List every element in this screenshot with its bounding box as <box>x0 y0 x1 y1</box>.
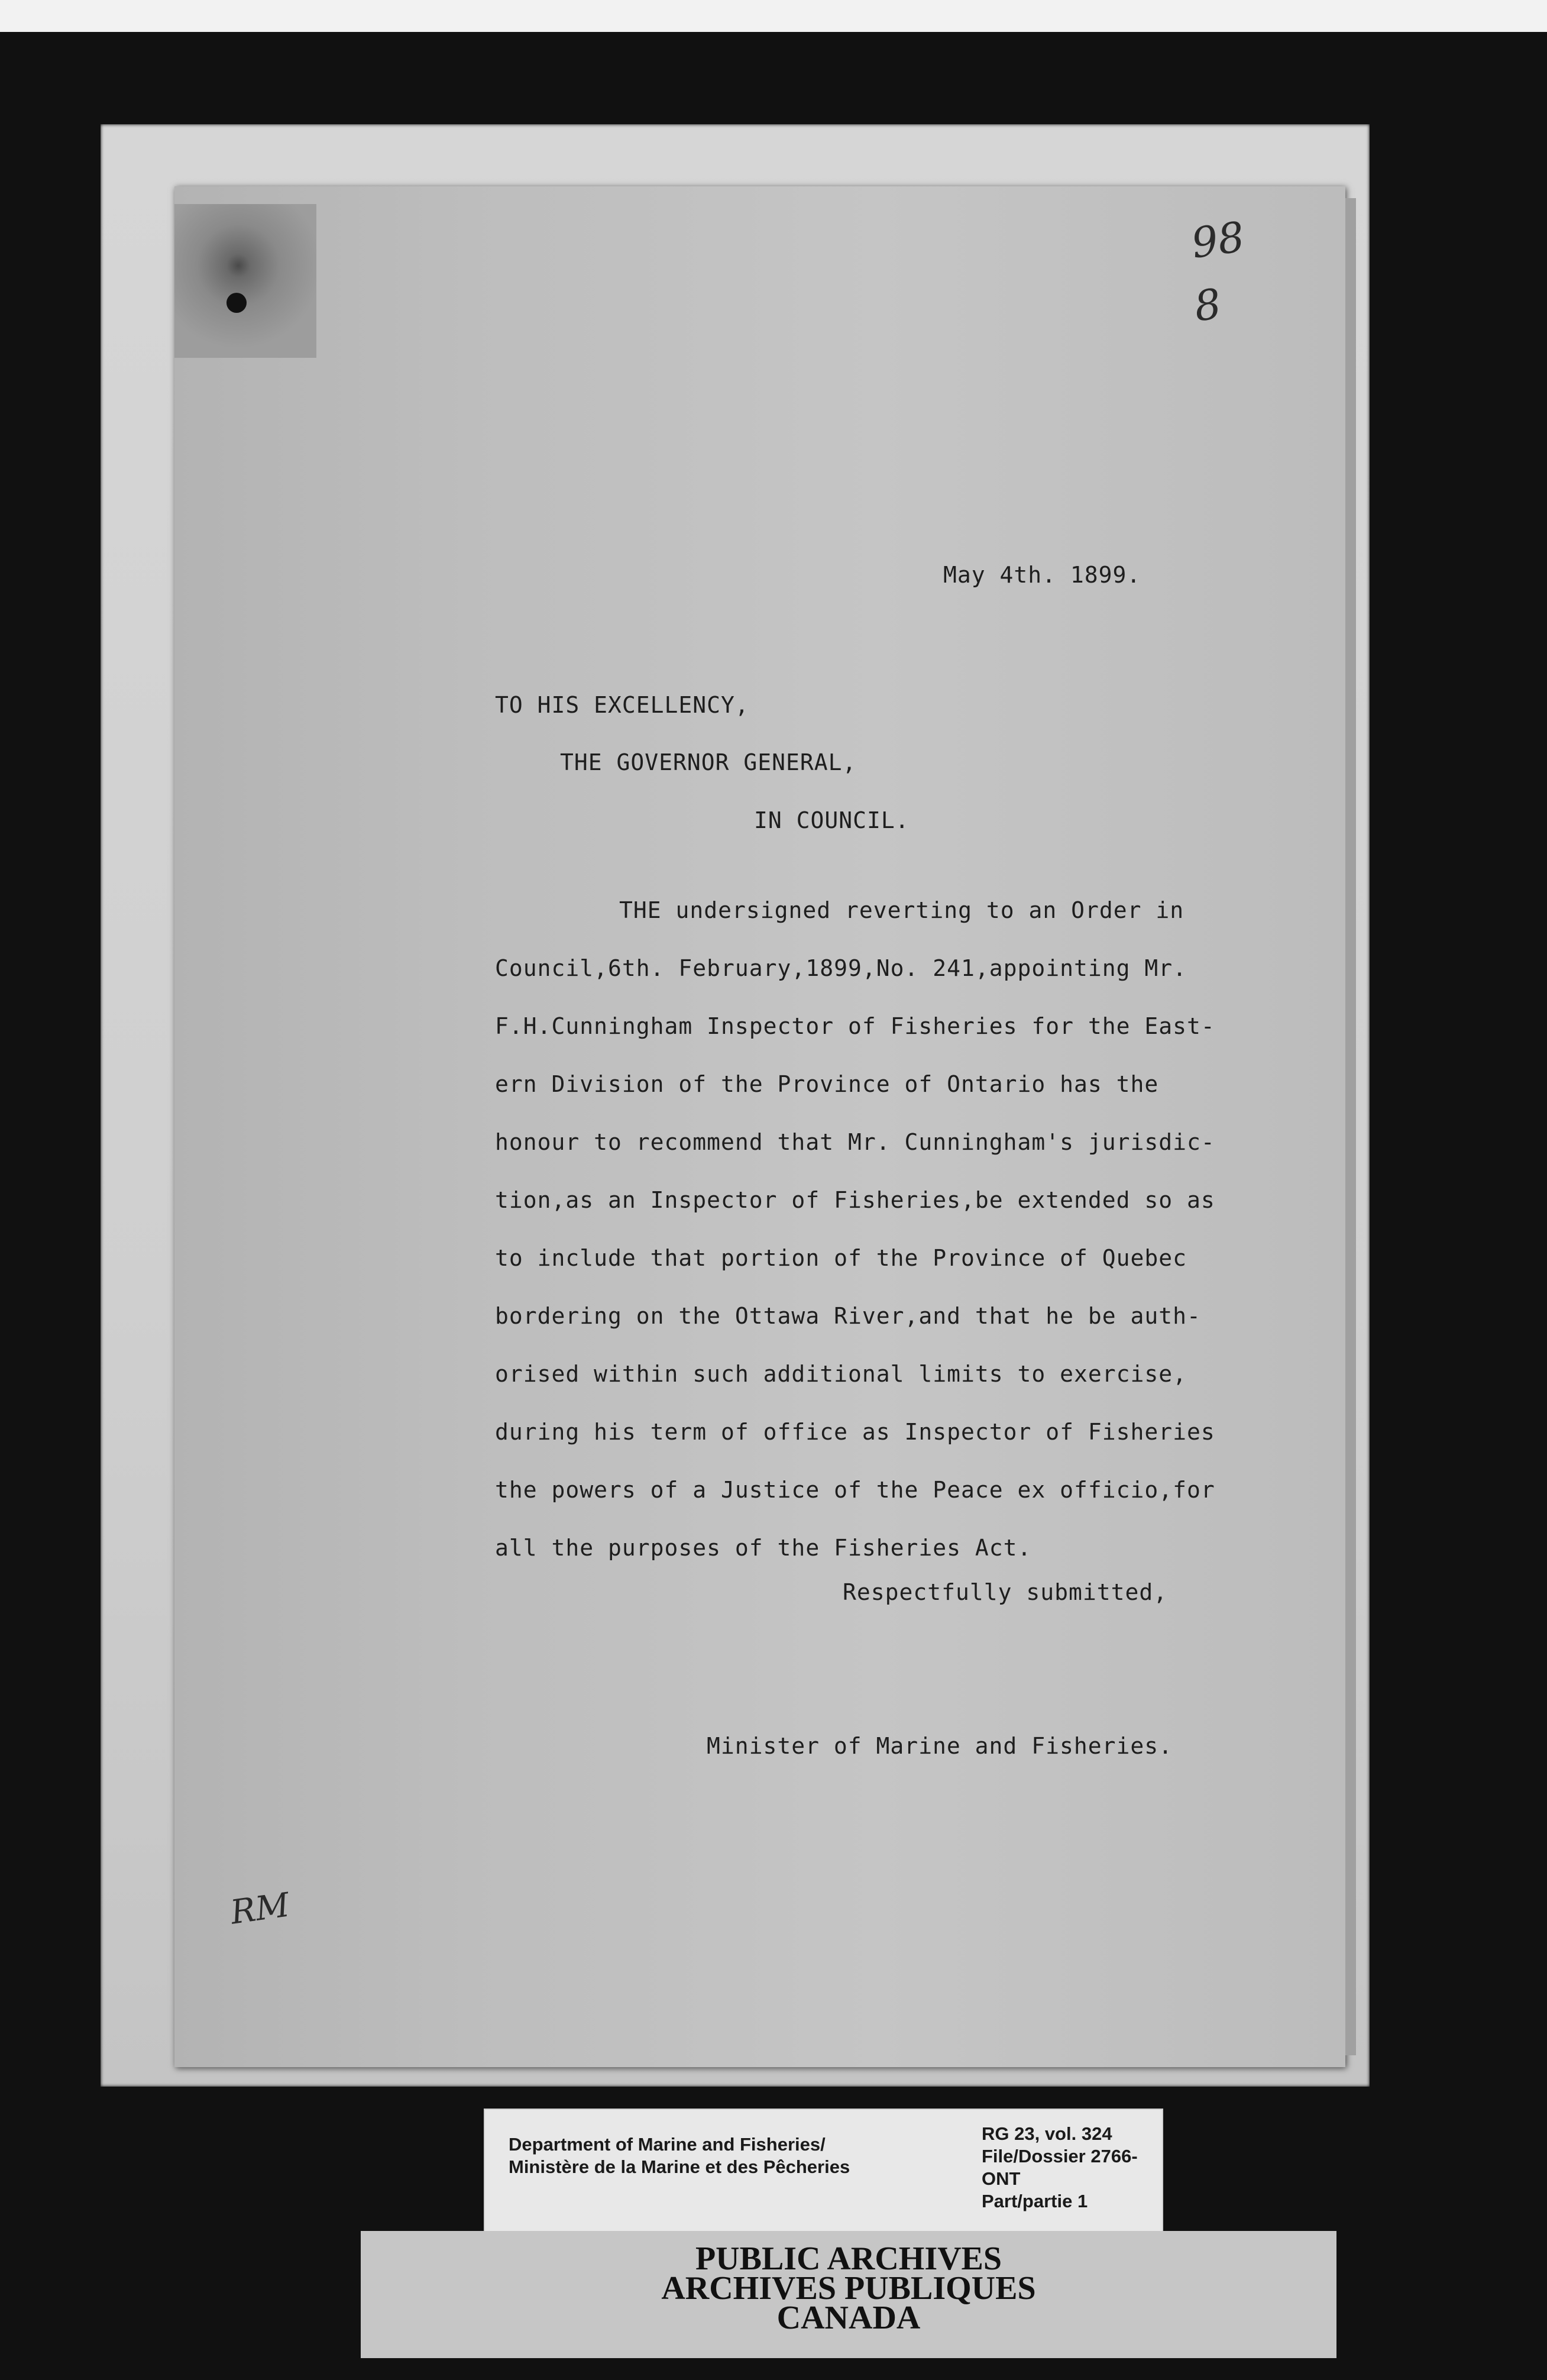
department-name <box>509 2133 850 2178</box>
punch-hole <box>226 293 247 313</box>
page-edge <box>1345 198 1356 2055</box>
handwritten-page-number: 98 <box>1188 212 1248 268</box>
body-line: during his term of office as Inspector of Fisheries <box>495 1419 1215 1445</box>
body-line: honour to recommend that Mr. Cunningham's jurisdic- <box>495 1129 1215 1155</box>
corner-stain <box>174 204 316 358</box>
address-line-3: IN COUNCIL. <box>754 807 910 833</box>
body-line: Council,6th. February,1899,No. 241,appointing Mr. <box>495 955 1187 981</box>
stamp-line-3: CANADA <box>776 2300 921 2336</box>
signature-line: Minister of Marine and Fisheries. <box>707 1733 1173 1759</box>
handwritten-initials: RM <box>228 1886 292 1932</box>
body-line: bordering on the Ottawa River,and that he be auth- <box>495 1303 1201 1329</box>
ref-line-4: Part/partie 1 <box>982 2191 1088 2211</box>
department-line-1: Department of Marine and Fisheries/ <box>509 2134 826 2155</box>
ref-line-2: File/Dossier 2766- <box>982 2146 1138 2166</box>
department-line-2: Ministère de la Marine et des Pêcheries <box>509 2156 850 2177</box>
body-line: orised within such additional limits to exercise, <box>495 1361 1187 1387</box>
document-page <box>174 186 1345 2067</box>
file-reference <box>982 2123 1138 2213</box>
archives-stamp <box>361 2231 1336 2358</box>
archive-reference-label <box>484 2109 1163 2232</box>
stamp-line-1: PUBLIC ARCHIVES <box>695 2240 1002 2277</box>
ref-line-1: RG 23, vol. 324 <box>982 2123 1112 2144</box>
archives-stamp-text <box>361 2240 1336 2336</box>
body-line: all the purposes of the Fisheries Act. <box>495 1535 1032 1561</box>
body-line: ern Division of the Province of Ontario has the <box>495 1071 1159 1097</box>
letter-date: May 4th. 1899. <box>943 562 1141 588</box>
address-line-2: THE GOVERNOR GENERAL, <box>560 749 857 775</box>
body-line: THE undersigned reverting to an Order in <box>619 897 1184 923</box>
body-line: to include that portion of the Province of Quebec <box>495 1245 1187 1271</box>
ref-line-3: ONT <box>982 2168 1021 2189</box>
closing: Respectfully submitted, <box>843 1579 1168 1605</box>
body-line: the powers of a Justice of the Peace ex officio,for <box>495 1477 1215 1503</box>
body-line: F.H.Cunningham Inspector of Fisheries for the East- <box>495 1013 1215 1039</box>
letter-body <box>495 881 1258 1577</box>
handwritten-mark: 8 <box>1191 279 1225 331</box>
address-line-1: TO HIS EXCELLENCY, <box>495 692 749 718</box>
stamp-line-2: ARCHIVES PUBLIQUES <box>661 2270 1036 2307</box>
body-line: tion,as an Inspector of Fisheries,be extended so as <box>495 1187 1215 1213</box>
top-border <box>0 0 1547 32</box>
